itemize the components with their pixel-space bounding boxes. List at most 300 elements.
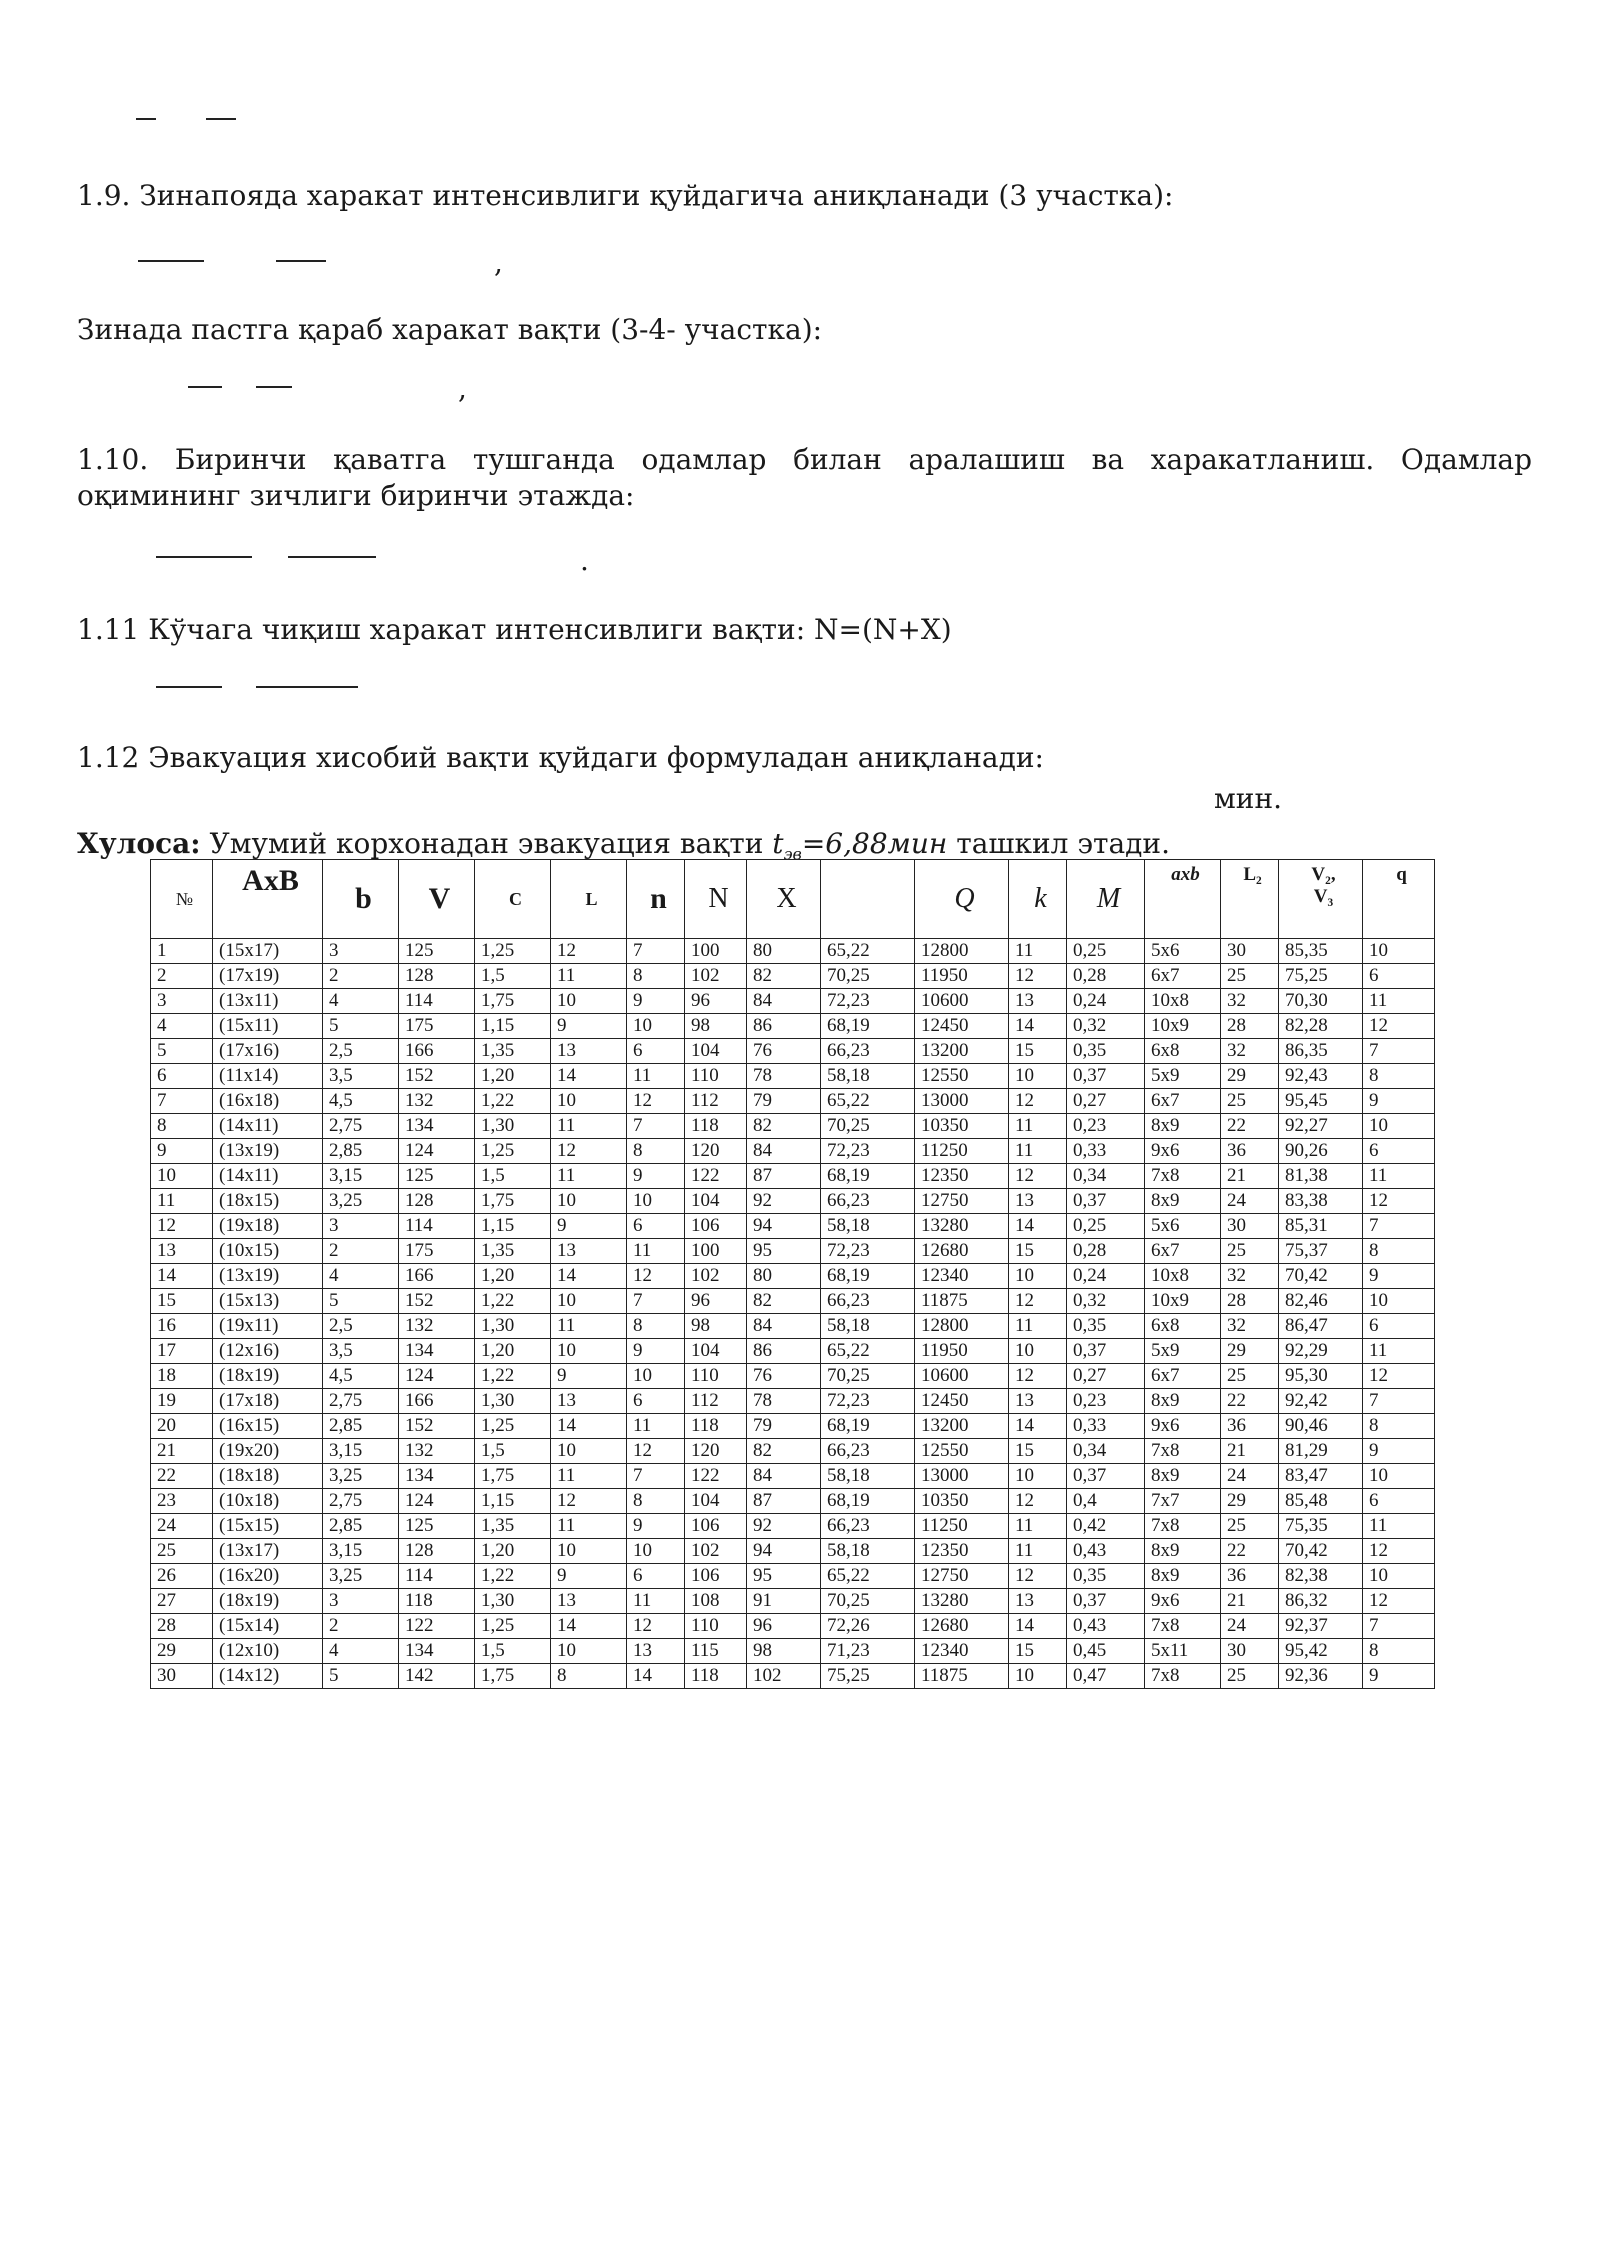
table-cell: 85,31 [1279,1214,1363,1239]
table-cell: 10 [551,1539,627,1564]
table-row [151,1314,1435,1339]
table-cell: 1,22 [475,1289,551,1314]
table-cell: 0,32 [1067,1289,1145,1314]
table-cell: 104 [685,1189,747,1214]
table-cell: 98 [747,1639,821,1664]
table-cell: 86,32 [1279,1589,1363,1614]
table-cell: 134 [399,1339,475,1364]
table-row [151,1164,1435,1189]
table-cell: 1,5 [475,1439,551,1464]
table-cell: 1,5 [475,1639,551,1664]
table-row [151,1114,1435,1139]
table-cell: 13 [551,1389,627,1414]
fraction-bar [256,386,292,388]
table-cell: 8x9 [1145,1189,1221,1214]
table-cell: 24 [1221,1464,1279,1489]
table-cell: 1,20 [475,1064,551,1089]
table-cell: 70,30 [1279,989,1363,1014]
table-cell: 7 [627,1464,685,1489]
table-cell: 9 [551,1564,627,1589]
table-row [151,1539,1435,1564]
table-cell: 26 [151,1564,213,1589]
table-cell: 9x6 [1145,1414,1221,1439]
formula-comma: , [458,372,467,405]
table-cell: 110 [685,1064,747,1089]
table-cell: 22 [1221,1114,1279,1139]
table-cell: 8 [551,1664,627,1689]
table-cell: 7 [1363,1214,1435,1239]
table-cell: 12450 [915,1014,1009,1039]
table-cell: 94 [747,1214,821,1239]
section-1-12: 1.12 Эвакуация хисобий вақти қуйдаги формуладан аниқланади: [77,741,1044,774]
table-cell: 10x8 [1145,989,1221,1014]
table-cell: 25 [151,1539,213,1564]
table-cell: 23 [151,1489,213,1514]
table-cell: 5x9 [1145,1064,1221,1089]
table-cell: 82,38 [1279,1564,1363,1589]
table-cell: 11 [1009,1539,1067,1564]
table-cell: 7 [1363,1614,1435,1639]
table-cell: 12 [627,1089,685,1114]
table-row [151,1264,1435,1289]
table-cell: 84 [747,1314,821,1339]
fraction-bar [256,686,358,688]
table-cell: 6 [627,1214,685,1239]
table-body [151,939,1435,1689]
table-cell: 10 [1363,1464,1435,1489]
table-cell: 12 [1009,1489,1067,1514]
table-cell: 11 [1363,1339,1435,1364]
table-cell: 11250 [915,1139,1009,1164]
table-cell: 68,19 [821,1414,915,1439]
table-cell: 128 [399,1539,475,1564]
table-cell: 15 [1009,1039,1067,1064]
table-cell: 12800 [915,939,1009,964]
table-cell: 13 [1009,1189,1067,1214]
table-cell: 124 [399,1489,475,1514]
table-cell: 58,18 [821,1214,915,1239]
table-cell: 11 [627,1239,685,1264]
table-cell: 7x8 [1145,1514,1221,1539]
table-cell: 104 [685,1489,747,1514]
table-cell: 13000 [915,1089,1009,1114]
table-cell: 72,23 [821,1139,915,1164]
table-cell: 2 [323,1239,399,1264]
table-cell: 2,85 [323,1514,399,1539]
table-cell: 86 [747,1339,821,1364]
table-row [151,939,1435,964]
table-cell: 8x9 [1145,1464,1221,1489]
table-cell: 5 [323,1289,399,1314]
table-cell: 11 [1363,1514,1435,1539]
formula-period: . [580,544,589,577]
header-q: Q [915,860,1009,939]
table-cell: 24 [1221,1614,1279,1639]
table-cell: 6 [1363,1139,1435,1164]
min-label: мин. [1214,782,1283,815]
table-cell: 11 [551,1114,627,1139]
table-cell: 2,85 [323,1139,399,1164]
table-cell: 6x7 [1145,964,1221,989]
table-cell: 132 [399,1314,475,1339]
table-cell: 12350 [915,1539,1009,1564]
table-cell: 65,22 [821,939,915,964]
table-cell: 0,27 [1067,1364,1145,1389]
table-cell: 166 [399,1389,475,1414]
table-cell: 95,30 [1279,1364,1363,1389]
table-cell: (14x11) [213,1164,323,1189]
table-cell: 0,35 [1067,1564,1145,1589]
table-cell: 6 [627,1039,685,1064]
table-cell: (19x11) [213,1314,323,1339]
table-cell: 1,30 [475,1589,551,1614]
table-cell: 11 [551,964,627,989]
table-cell: (15x15) [213,1514,323,1539]
table-cell: 6 [627,1564,685,1589]
table-cell: 79 [747,1414,821,1439]
table-cell: 125 [399,1164,475,1189]
table-cell: 114 [399,1564,475,1589]
table-cell: 13 [1009,1589,1067,1614]
table-cell: 22 [1221,1389,1279,1414]
table-cell: 112 [685,1089,747,1114]
table-cell: 66,23 [821,1514,915,1539]
table-cell: 11 [1009,939,1067,964]
table-cell: 68,19 [821,1164,915,1189]
table-cell: 95 [747,1239,821,1264]
table-cell: 10 [627,1364,685,1389]
table-cell: 12 [1009,1289,1067,1314]
table-cell: 2,75 [323,1114,399,1139]
table-cell: 20 [151,1414,213,1439]
table-cell: 11875 [915,1664,1009,1689]
table-cell: 58,18 [821,1064,915,1089]
table-cell: 0,28 [1067,964,1145,989]
table-row [151,989,1435,1014]
table-cell: 72,23 [821,1239,915,1264]
table-cell: 70,25 [821,1589,915,1614]
table-cell: 14 [1009,1014,1067,1039]
table-cell: 132 [399,1089,475,1114]
table-row [151,1389,1435,1414]
table-cell: 28 [1221,1014,1279,1039]
table-cell: 58,18 [821,1314,915,1339]
table-cell: 21 [151,1439,213,1464]
header-axb: axb [1145,860,1221,939]
table-cell: 11 [1363,989,1435,1014]
table-cell: 92,42 [1279,1389,1363,1414]
table-cell: 14 [1009,1614,1067,1639]
table-cell: 28 [151,1614,213,1639]
table-cell: 95,42 [1279,1639,1363,1664]
table-cell: 3,5 [323,1064,399,1089]
table-cell: 70,42 [1279,1539,1363,1564]
table-cell: 86,35 [1279,1039,1363,1064]
table-cell: 58,18 [821,1464,915,1489]
conclusion-text-end: ташкил этади. [956,827,1170,860]
table-cell: 28 [1221,1289,1279,1314]
table-cell: 76 [747,1039,821,1064]
table-cell: 3,25 [323,1189,399,1214]
table-cell: 152 [399,1064,475,1089]
table-cell: 70,25 [821,1114,915,1139]
table-cell: 12 [1363,1539,1435,1564]
table-cell: 2 [323,964,399,989]
table-cell: 25 [1221,1514,1279,1539]
table-cell: 0,24 [1067,1264,1145,1289]
table-cell: (16x18) [213,1089,323,1114]
table-cell: 175 [399,1014,475,1039]
table-cell: 15 [1009,1639,1067,1664]
table-cell: 65,22 [821,1339,915,1364]
table-cell: 6x7 [1145,1239,1221,1264]
table-cell: 1,22 [475,1089,551,1114]
table-cell: 14 [151,1264,213,1289]
table-cell: 0,33 [1067,1139,1145,1164]
table-cell: 1,35 [475,1514,551,1539]
table-cell: 9x6 [1145,1589,1221,1614]
table-cell: 98 [685,1014,747,1039]
table-cell: 102 [685,1264,747,1289]
table-row [151,1014,1435,1039]
table-row [151,1239,1435,1264]
table-cell: 9 [627,1339,685,1364]
table-cell: 6 [627,1389,685,1414]
table-cell: (13x19) [213,1139,323,1164]
table-cell: 0,37 [1067,1189,1145,1214]
table-cell: 10 [551,1289,627,1314]
table-cell: 1,30 [475,1389,551,1414]
header-v2-v3: V₂, V₃ [1279,860,1363,939]
table-cell: 8 [1363,1239,1435,1264]
table-cell: 10 [1009,1464,1067,1489]
table-cell: 9 [151,1139,213,1164]
table-cell: 0,23 [1067,1114,1145,1139]
table-cell: 7 [627,939,685,964]
table-cell: 6x7 [1145,1364,1221,1389]
table-cell: 5 [323,1014,399,1039]
table-cell: (13x19) [213,1264,323,1289]
table-cell: 8 [1363,1414,1435,1439]
table-cell: 1,25 [475,1139,551,1164]
table-cell: 91 [747,1589,821,1614]
table-cell: 11875 [915,1289,1009,1314]
table-cell: 12 [1009,964,1067,989]
table-cell: 87 [747,1489,821,1514]
table-cell: 65,22 [821,1564,915,1589]
table-cell: 66,23 [821,1189,915,1214]
table-cell: 10 [627,1014,685,1039]
table-cell: 11 [627,1589,685,1614]
table-cell: 10 [1363,939,1435,964]
table-cell: 14 [1009,1214,1067,1239]
table-cell: 3,25 [323,1564,399,1589]
table-row [151,1614,1435,1639]
table-cell: 66,23 [821,1039,915,1064]
table-cell: 10 [551,1439,627,1464]
header-n-small: n [627,860,685,939]
table-cell: 84 [747,1139,821,1164]
table-cell: 36 [1221,1564,1279,1589]
header-v: V [399,860,475,939]
table-cell: 78 [747,1389,821,1414]
table-cell: 3,15 [323,1539,399,1564]
table-cell: 112 [685,1389,747,1414]
table-cell: 0,25 [1067,1214,1145,1239]
table-cell: (18x15) [213,1189,323,1214]
table-cell: 75,25 [821,1664,915,1689]
table-cell: 92,29 [1279,1339,1363,1364]
table-cell: 1,30 [475,1314,551,1339]
table-cell: 1,15 [475,1214,551,1239]
table-cell: 96 [685,989,747,1014]
table-cell: 3 [323,939,399,964]
table-cell: 24 [151,1514,213,1539]
variants-table [150,859,1435,1689]
table-cell: 7x8 [1145,1664,1221,1689]
header-q-small: q [1363,860,1435,939]
table-cell: 29 [1221,1339,1279,1364]
table-row [151,1639,1435,1664]
table-cell: 8x9 [1145,1539,1221,1564]
table-cell: 11 [1363,1164,1435,1189]
table-cell: 1,25 [475,939,551,964]
table-cell: 12 [1009,1164,1067,1189]
table-cell: 30 [151,1664,213,1689]
table-cell: 92,27 [1279,1114,1363,1139]
table-cell: 95,45 [1279,1089,1363,1114]
table-cell: 10 [551,1639,627,1664]
table-cell: 30 [1221,939,1279,964]
table-cell: 0,45 [1067,1639,1145,1664]
table-cell: 100 [685,939,747,964]
table-cell: 124 [399,1364,475,1389]
table-cell: 21 [1221,1589,1279,1614]
table-cell: (16x15) [213,1414,323,1439]
table-cell: 76 [747,1364,821,1389]
table-cell: 115 [685,1639,747,1664]
table-cell: 11 [627,1414,685,1439]
table-cell: 12340 [915,1264,1009,1289]
table-cell: 100 [685,1239,747,1264]
table-cell: 15 [1009,1239,1067,1264]
table-cell: 11 [627,1064,685,1089]
table-cell: 12 [627,1439,685,1464]
table-cell: 29 [1221,1064,1279,1089]
table-cell: 36 [1221,1139,1279,1164]
table-cell: 11 [1009,1314,1067,1339]
table-cell: 6 [1363,1314,1435,1339]
table-cell: 0,35 [1067,1314,1145,1339]
table-cell: 72,26 [821,1614,915,1639]
table-cell: 134 [399,1114,475,1139]
table-cell: 25 [1221,1239,1279,1264]
table-row [151,1589,1435,1614]
table-cell: 13200 [915,1039,1009,1064]
table-row [151,1489,1435,1514]
table-cell: 92,37 [1279,1614,1363,1639]
table-cell: 10 [151,1164,213,1189]
table-cell: 1,35 [475,1239,551,1264]
table-cell: 10600 [915,989,1009,1014]
table-cell: (15x11) [213,1014,323,1039]
table-cell: 1,22 [475,1564,551,1589]
table-cell: 17 [151,1339,213,1364]
table-cell: 1,20 [475,1264,551,1289]
table-cell: 15 [151,1289,213,1314]
table-cell: 4 [323,1264,399,1289]
table-cell: 75,25 [1279,964,1363,989]
table-cell: 1 [151,939,213,964]
table-cell: 19 [151,1389,213,1414]
table-cell: 2 [151,964,213,989]
table-cell: 75,37 [1279,1239,1363,1264]
section-stairs-down: Зинада пастга қараб харакат вақти (3-4- участка): [77,313,823,346]
table-cell: 0,43 [1067,1539,1145,1564]
table-cell: 13 [551,1239,627,1264]
table-cell: 11 [551,1514,627,1539]
section-1-9: 1.9. Зинапояда харакат интенсивлиги қуйдагича аниқланади (3 участка): [77,179,1174,212]
fraction-bar [206,118,236,120]
table-cell: 86,47 [1279,1314,1363,1339]
table-cell: 8 [627,1314,685,1339]
table-cell: 15 [1009,1439,1067,1464]
table-cell: 9 [627,1514,685,1539]
table-cell: 142 [399,1664,475,1689]
table-cell: 92 [747,1189,821,1214]
table-cell: 1,20 [475,1539,551,1564]
table-cell: 2 [323,1614,399,1639]
table-cell: (17x19) [213,964,323,989]
table-cell: 0,4 [1067,1489,1145,1514]
table-cell: 1,75 [475,1464,551,1489]
table-cell: 110 [685,1614,747,1639]
table-cell: 14 [1009,1414,1067,1439]
table-cell: 8x9 [1145,1389,1221,1414]
header-n: N [685,860,747,939]
table-cell: 5x6 [1145,939,1221,964]
table-cell: 102 [685,964,747,989]
table-cell: 10 [551,1339,627,1364]
table-cell: 8 [1363,1639,1435,1664]
table-cell: 10 [551,989,627,1014]
table-cell: 13280 [915,1214,1009,1239]
table-cell: 8x9 [1145,1114,1221,1139]
table-cell: 11 [151,1189,213,1214]
header-l2: L₂ [1221,860,1279,939]
table-cell: 6x7 [1145,1089,1221,1114]
table-cell: 8 [627,1139,685,1164]
table-cell: 0,24 [1067,989,1145,1014]
table-row [151,1214,1435,1239]
table-cell: 152 [399,1414,475,1439]
table-cell: 166 [399,1039,475,1064]
table-cell: 11 [1009,1514,1067,1539]
table-cell: 1,25 [475,1614,551,1639]
table-cell: 7x8 [1145,1614,1221,1639]
table-row [151,1139,1435,1164]
table-cell: 32 [1221,1264,1279,1289]
table-cell: 9 [627,1164,685,1189]
table-cell: 7 [1363,1389,1435,1414]
table-cell: 10 [1009,1264,1067,1289]
table-row [151,1664,1435,1689]
table-cell: 70,25 [821,1364,915,1389]
table-cell: 3 [151,989,213,1014]
table-cell: 85,48 [1279,1489,1363,1514]
table-cell: 12680 [915,1614,1009,1639]
table-cell: 84 [747,1464,821,1489]
